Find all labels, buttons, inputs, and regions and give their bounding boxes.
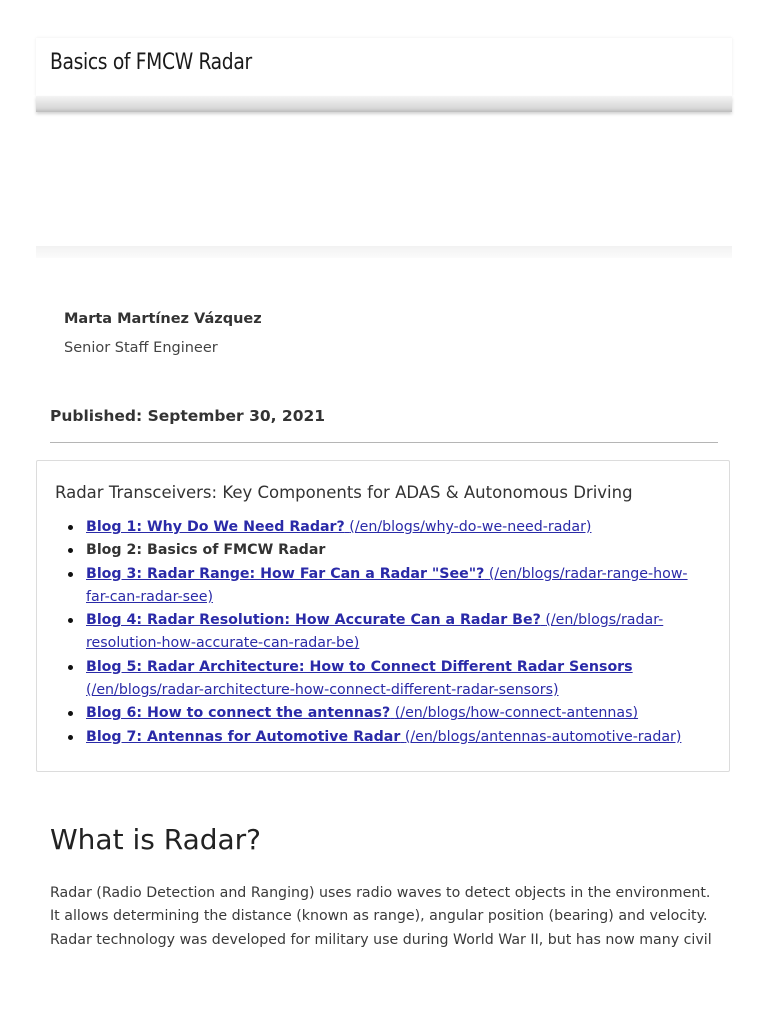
blog-list-item bbox=[66, 656, 711, 703]
blog-list-item bbox=[66, 726, 711, 749]
blog-6-title: Blog 6: How to connect the antennas? bbox=[86, 705, 391, 722]
blog-2-title: Blog 2: Basics of FMCW Radar bbox=[86, 542, 326, 559]
blog-4-url: (/en/blogs/radar-resolution-how-accurate-can-radar-be) bbox=[86, 612, 664, 652]
section-paragraph: Radar (Radio Detection and Ranging) uses radio waves to detect objects in the environment. It allows determining the distance (known as range), angular position (bearing) and velocity. Radar technology was developed for military use during World War II, but has now many civil bbox=[50, 885, 712, 948]
author-name: Marta Martínez Vázquez bbox=[64, 311, 262, 327]
blog-list-item bbox=[66, 563, 711, 610]
blog-7-url: (/en/blogs/antennas-automotive-radar) bbox=[404, 728, 682, 745]
divider bbox=[50, 442, 718, 443]
blog-3-link[interactable] bbox=[86, 566, 688, 605]
page-title: Basics of FMCW Radar bbox=[50, 50, 252, 75]
blog-3-url: (/en/blogs/radar-range-how-far-can-radar-see) bbox=[86, 565, 688, 605]
blog-list-item bbox=[66, 516, 711, 539]
blog-6-url: (/en/blogs/how-connect-antennas) bbox=[394, 705, 639, 722]
blog-1-url: (/en/blogs/why-do-we-need-radar) bbox=[349, 519, 592, 535]
section-heading: What is Radar? bbox=[50, 823, 262, 856]
blog-5-title: Blog 5: Radar Architecture: How to Connect Different Radar Sensors bbox=[86, 658, 633, 675]
blog-5-url: (/en/blogs/radar-architecture-how-connect-different-radar-sensors) bbox=[86, 682, 559, 699]
author-role: Senior Staff Engineer bbox=[64, 340, 218, 356]
published-date: Published: September 30, 2021 bbox=[50, 407, 326, 425]
blog-series-list bbox=[66, 516, 711, 749]
blog-1-title: Blog 1: Why Do We Need Radar? bbox=[86, 519, 345, 535]
blog-7-link[interactable] bbox=[86, 729, 681, 745]
blog-list-item-current bbox=[66, 539, 711, 562]
header-shadow-bar bbox=[36, 96, 732, 112]
blog-4-title: Blog 4: Radar Resolution: How Accurate Can a Radar Be? bbox=[86, 612, 541, 629]
blog-4-link[interactable] bbox=[86, 612, 663, 651]
blog-6-link[interactable] bbox=[86, 705, 638, 721]
blog-1-link[interactable] bbox=[86, 519, 591, 535]
blog-7-title: Blog 7: Antennas for Automotive Radar bbox=[86, 728, 401, 745]
blog-series-title: Radar Transceivers: Key Components for ADAS & Autonomous Driving bbox=[55, 483, 633, 502]
banner-placeholder bbox=[36, 246, 732, 258]
blog-list-item bbox=[66, 702, 711, 725]
blog-list-item bbox=[66, 609, 711, 656]
blog-5-link[interactable] bbox=[86, 659, 633, 698]
blog-3-title: Blog 3: Radar Range: How Far Can a Radar "See"? bbox=[86, 565, 485, 582]
